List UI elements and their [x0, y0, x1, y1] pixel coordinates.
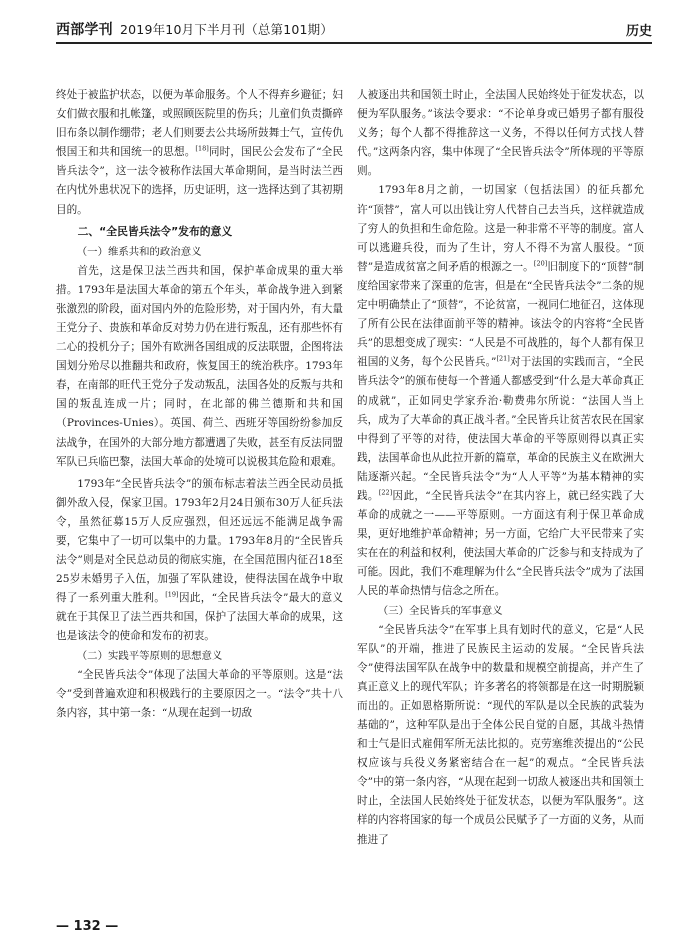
issue-info: 2019年10月下半月刊（总第101期） — [120, 22, 334, 37]
citation-note: [18] — [195, 144, 209, 153]
paragraph-text: 1793年8月之前，一切国家（包括法国）的征兵都允许“顶替”，富人可以出钱让穷人代替自己去当兵，这样就造成了穷人的负担和生命危险。这是一种非常不平等的制度。富人可以逃避兵役，而为了生计，穷人不得不为富人服役。“顶替”是造成贫富之间矛盾的根源之一。 — [357, 184, 644, 273]
paragraph — [56, 86, 343, 220]
citation-note: [21] — [496, 354, 510, 363]
journal-info — [56, 19, 333, 39]
citation-note: [22] — [378, 488, 393, 497]
paragraph: 首先，这是保卫法兰西共和国，保护革命成果的重大举措。1793年是法国大革命的第五个年头，革命战争进入到紧张激烈的阶段，面对国内外的危险形势，对于国内外，有大量王党分子、贵族和革命反对势力仍在进行叛乱，还有那些怀有二心的投机分子；国外有欧洲各国组成的反法联盟，企图将法国划分殆尽以推翻共和政府，恢复国王的统治秩序。1793年春，在南部的旺代王党分子发动叛乱，法国各处的反叛与共和国的叛乱连成一片；同时，在北部的佛兰德斯和共和国（Provinces-Unies）。英国、荷兰、西班牙等国纷纷参加反法战争，在国外的大部分地方都遭遇了失败，甚至有反法同盟军队已兵临巴黎，法国大革命的处境可以说极其危险和艰难。 — [56, 264, 343, 468]
paragraph-text: 因此，“全民皆兵法令”在其内容上，就已经实践了大革命的成就之一——平等原则。一方面这有利于保卫革命成果，更好地维护革命精神；另一方面，它给广大平民带来了实实在在的利益和权利，使法国大革命的广泛参与和支持成为了可能。因此，我们不难理解为什么“全民皆兵法令”成为了法国人民的革命热情与信念之所在。 — [357, 489, 644, 598]
paragraph: 人被逐出共和国领土时止，全法国人民始终处于征发状态，以便为军队服务。”该法令要求：“不论单身或已婚男子都有服役义务；每个人都不得推辞这一义务，不得以任何方式找人替代。”这两条内容，集中体现了“全民皆兵法令”所体现的平等原则。 — [357, 89, 644, 178]
section-heading: 二、“全民皆兵法令”发布的意义 — [77, 224, 233, 238]
journal-title: 西部学刊 — [56, 22, 113, 38]
paragraph-text: 因此，“全民皆兵法令”最大的意义就在于其保卫了法兰西共和国，保护了法国大革命的成果，这也是该法令的使命和发布的初衷。 — [56, 592, 343, 643]
page-header — [56, 12, 652, 44]
paragraph — [56, 475, 343, 647]
right-column — [357, 86, 644, 850]
subsection-heading: （二）实践平等原则的思想意义 — [76, 649, 223, 662]
citation-note: [19] — [165, 590, 179, 599]
paragraph-text: 1793年“全民皆兵法令”的颁布标志着法兰西全民动员抵御外敌入侵，保家卫国。1793年2月24日颁布30万人征兵法令，虽然征募15万人反应强烈，但还远远不能满足战争需要，它集中了一切可以集中的力量。1793年8月的“全民皆兵法令”则是对全民总动员的彻底实施，在全国范围内征召18至25岁未婚男子入伍，加强了军队建设，使得法国在战争中取得了一系列重大胜利。 — [56, 477, 343, 605]
paragraph — [357, 181, 644, 601]
citation-note: [20] — [533, 259, 548, 268]
paragraph-text: 对于法国的实践而言，“全民皆兵法令”的颁布使每一个普通人都感受到“什么是大革命真正的成就”，正如同史学家乔治·勒费弗尔所说：“法国人当上兵，成为了大革命的真正战斗者。”全民皆兵让贫苦农民在国家中得到了平等的对待，使法国大革命的平等原则得以真正实践，法国革命也从此拉开新的篇章，革命的民族主义在欧洲大陆逐渐兴起。“全民皆兵法令”为“人人平等”为基本精神的实践。 — [357, 356, 644, 502]
paragraph: “全民皆兵法令”在军事上具有划时代的意义，它是“人民军队”的开端，推进了民族民主运动的发展。“全民皆兵法令”使得法国军队在战争中的数量和规模空前提高，并产生了真正意义上的现代军队；许多著名的将领都是在这一时期脱颖而出的。正如恩格斯所说：“现代的军队是以全民族的武装为基础的”，这种军队是出于全体公民自觉的自愿，其战斗热情和士气是旧式雇佣军所无法比拟的。克劳塞维茨提出的“公民权应该与兵役义务紧密结合在一起”的观点。“全民皆兵法令”中的第一条内容，“从现在起到一切敌人被逐出共和国领土时止，全法国人民始终处于征发状态，以便为军队服务”。这样的内容将国家的每一个成员公民赋予了一方面的义务，从而推进了 — [357, 623, 644, 846]
page-number: — 132 — — [56, 919, 119, 934]
section-tag: 历史 — [625, 24, 652, 39]
paragraph-text: 旧制度下的“顶替”制度给国家带来了深重的危害，但是在“全民皆兵法令”二条的规定中明确禁止了“顶替”，不论贫富，一视同仁地征召，这体现了所有公民在法律面前平等的精神。该法令的内容将“全民皆兵”的思想变成了现实：“人民是不可战胜的，每个人都有保卫祖国的义务，每个公民皆兵。” — [357, 260, 644, 369]
subsection-heading: （一）维系共和的政治意义 — [76, 245, 202, 258]
paragraph: “全民皆兵法令”体现了法国大革命的平等原则。这是“法令”受到普遍欢迎和积极践行的主要原因之一。“法令”共十八条内容，其中第一条：“从现在起到一切敌 — [56, 668, 343, 719]
left-column — [56, 86, 343, 723]
paragraph-text: 同时，国民公会发布了“全民皆兵法令”，这一法令被称作法国大革命期间，是当时法兰西在内忧外患状况下的选择，历史证明，这一选择达到了其初期目的。 — [56, 146, 344, 216]
paragraph-text: 终处于被监护状态，以便为革命服务。个人不得弃乡避征；妇女们做衣服和扎帐篷，或照顾医院里的伤兵；儿童们负责撕碎旧布条以制作绷带；老人们则要去公共场所鼓舞士气，宣传仇恨国王和共和国统一的思想。 — [56, 89, 343, 159]
subsection-heading: （三）全民皆兵的军事意义 — [377, 604, 503, 617]
